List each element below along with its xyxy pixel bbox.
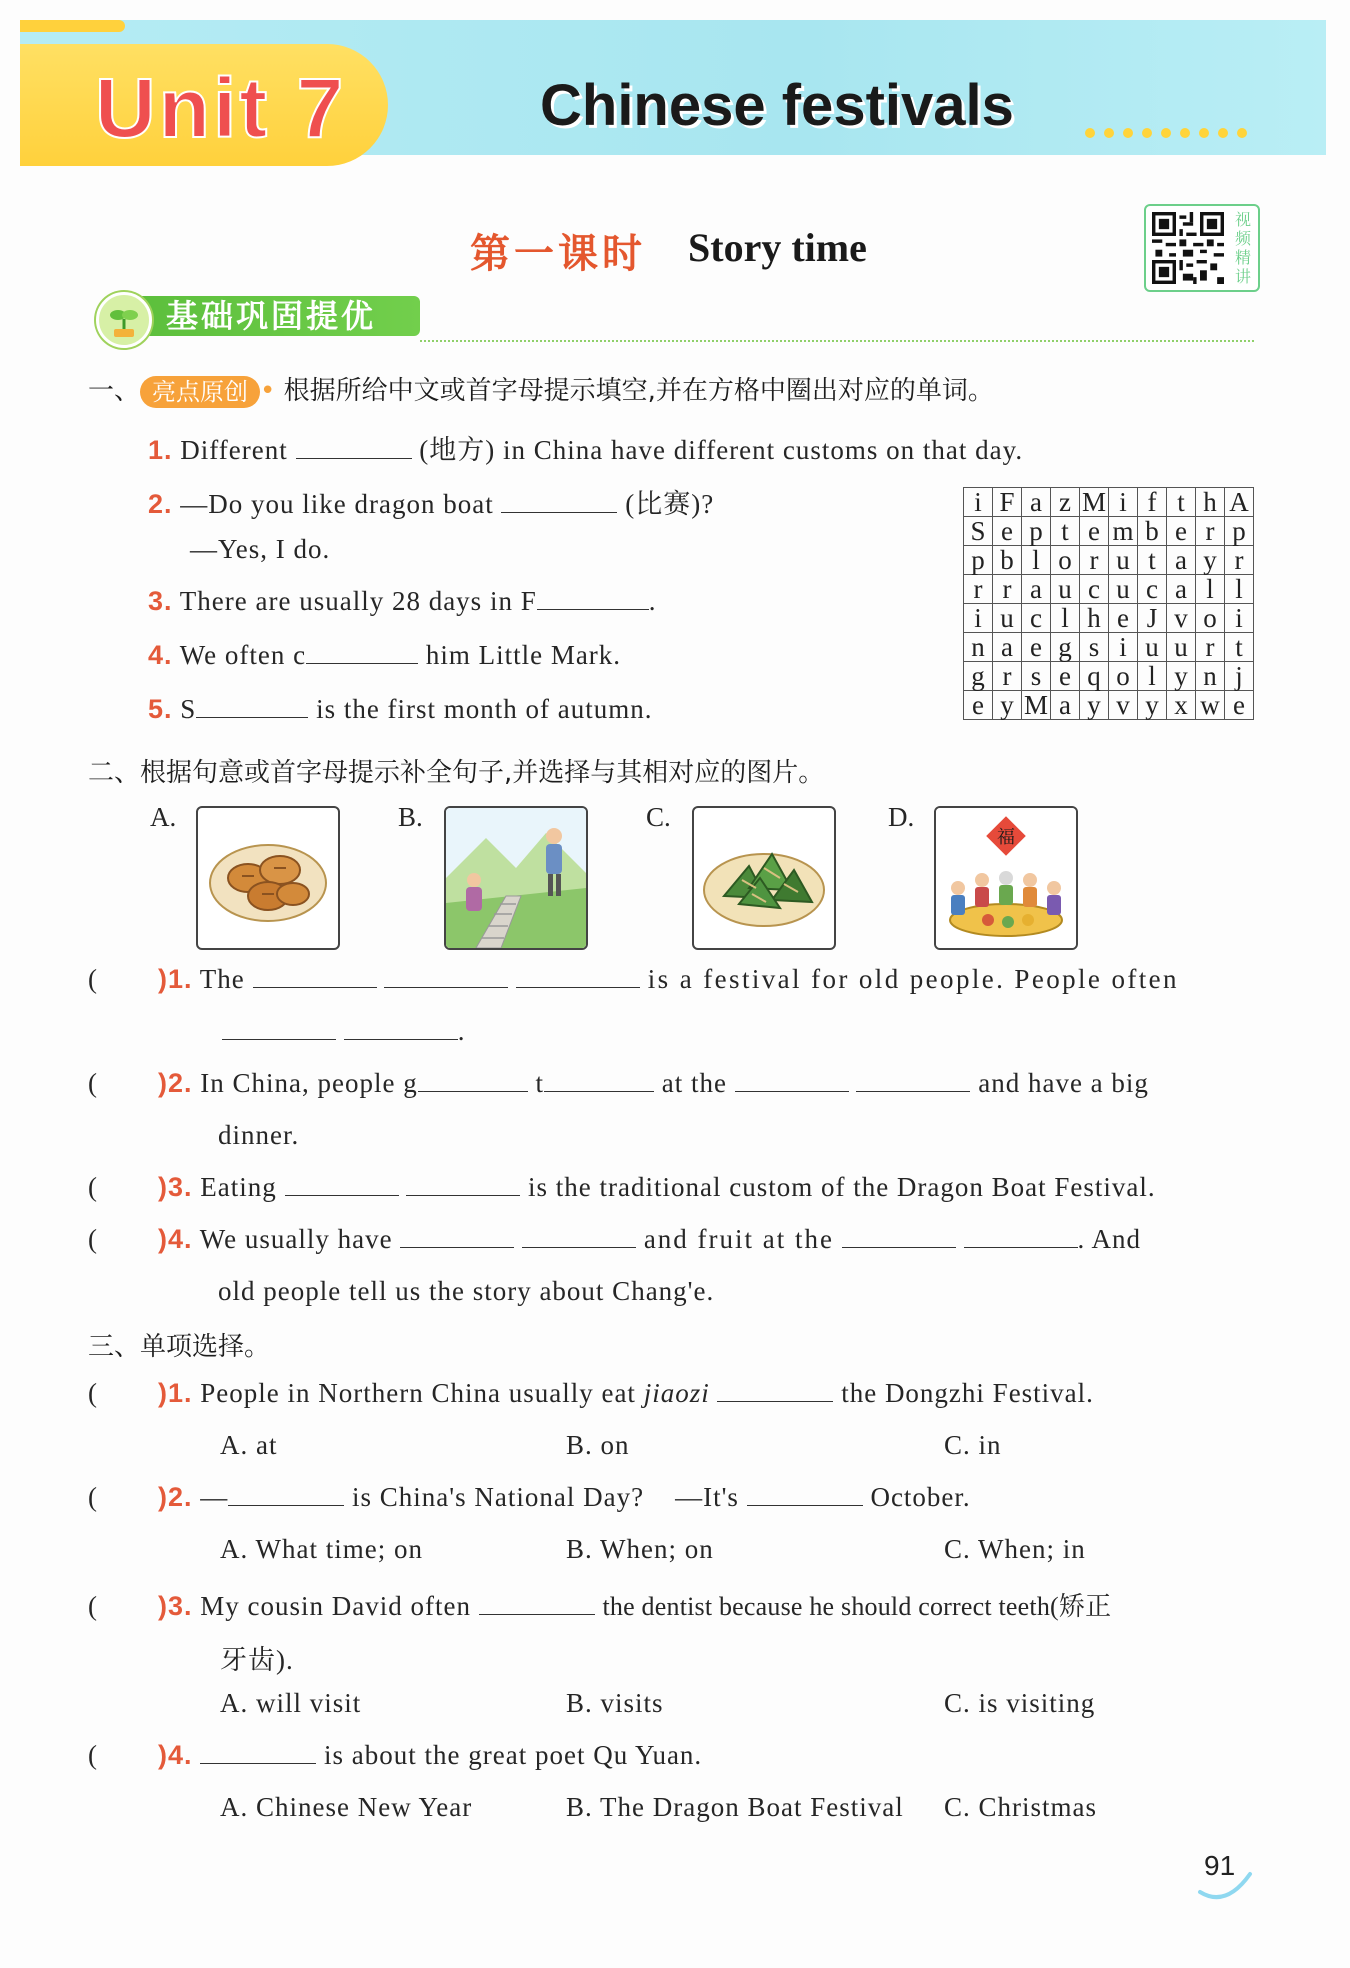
grid-cell[interactable]: s bbox=[1080, 633, 1109, 662]
grid-cell[interactable]: o bbox=[1109, 662, 1138, 691]
s1-question-5: 5. S is the first month of autumn. bbox=[148, 694, 653, 724]
grid-cell[interactable]: a bbox=[1167, 546, 1196, 575]
grid-cell[interactable]: M bbox=[1080, 488, 1109, 517]
grid-cell[interactable]: y bbox=[1167, 662, 1196, 691]
grid-cell[interactable]: i bbox=[1109, 488, 1138, 517]
s3-question-3-cont: 牙齿). bbox=[220, 1645, 294, 1675]
grid-cell[interactable]: p bbox=[964, 546, 993, 575]
answer-blank[interactable] bbox=[501, 490, 617, 513]
s3-question-1: ( )1. People in Northern China usually eat jiaozi the Dongzhi Festival. bbox=[88, 1378, 1094, 1408]
grid-cell[interactable]: a bbox=[1051, 691, 1080, 720]
grid-cell[interactable]: l bbox=[1051, 604, 1080, 633]
answer-blank[interactable] bbox=[735, 1069, 849, 1092]
s2-question-3: ( )3. Eating is the traditional custom of the Dragon Boat Festival. bbox=[88, 1172, 1156, 1202]
answer-blank[interactable] bbox=[253, 965, 377, 988]
grid-cell[interactable]: v bbox=[1109, 691, 1138, 720]
grid-cell[interactable]: r bbox=[964, 575, 993, 604]
grid-cell[interactable]: o bbox=[1196, 604, 1225, 633]
grid-cell[interactable]: t bbox=[1167, 488, 1196, 517]
grid-cell[interactable]: i bbox=[1225, 604, 1254, 633]
grid-cell[interactable]: r bbox=[1225, 546, 1254, 575]
grid-row bbox=[964, 633, 1254, 662]
grid-cell[interactable]: u bbox=[1051, 575, 1080, 604]
s2-question-1: ( )1. The is a festival for old people. People often bbox=[88, 964, 1179, 994]
s2-question-4: ( )4. We usually have and fruit at the . And bbox=[88, 1224, 1142, 1254]
qr-code[interactable] bbox=[1144, 204, 1260, 292]
s3-q3-option-a[interactable]: A. will visit bbox=[220, 1688, 362, 1718]
family-dinner-icon bbox=[934, 806, 1078, 950]
grid-cell[interactable]: t bbox=[1225, 633, 1254, 662]
section3-instruction: 三、单项选择。 bbox=[88, 1332, 271, 1362]
grid-row bbox=[964, 604, 1254, 633]
s2-question-2-cont: dinner. bbox=[218, 1120, 300, 1150]
grid-cell[interactable]: c bbox=[1080, 575, 1109, 604]
answer-blank[interactable] bbox=[222, 1017, 336, 1040]
s3-q1-option-a[interactable]: A. at bbox=[220, 1430, 278, 1460]
unit-label: Unit 7 bbox=[95, 61, 347, 155]
answer-blank[interactable] bbox=[717, 1379, 833, 1402]
grid-cell[interactable]: u bbox=[1109, 546, 1138, 575]
grid-cell[interactable]: e bbox=[1022, 633, 1051, 662]
grid-cell[interactable]: S bbox=[964, 517, 993, 546]
grid-cell[interactable]: a bbox=[1022, 488, 1051, 517]
grid-cell[interactable]: q bbox=[1080, 662, 1109, 691]
grid-cell[interactable]: e bbox=[964, 691, 993, 720]
s2-question-2: ( )2. In China, people g t at the and have a big bbox=[88, 1068, 1149, 1098]
qr-code-icon bbox=[1152, 212, 1224, 284]
hill-climbing-icon bbox=[444, 806, 588, 950]
s3-question-3: ( )3. My cousin David often the dentist because he should correct teeth(矫正 bbox=[88, 1591, 1112, 1621]
grid-cell[interactable]: r bbox=[993, 662, 1022, 691]
answer-blank[interactable] bbox=[842, 1225, 956, 1248]
grid-cell[interactable]: t bbox=[1138, 546, 1167, 575]
s3-q1-option-c[interactable]: C. in bbox=[944, 1430, 1002, 1460]
grid-cell[interactable]: c bbox=[1022, 604, 1051, 633]
grid-cell[interactable]: i bbox=[964, 488, 993, 517]
picture-label-b: B. bbox=[398, 802, 423, 832]
grid-cell[interactable]: u bbox=[1167, 633, 1196, 662]
grid-cell[interactable]: x bbox=[1167, 691, 1196, 720]
s3-q3-option-b[interactable]: B. visits bbox=[566, 1688, 664, 1718]
svg-text:福: 福 bbox=[997, 827, 1015, 848]
grid-cell[interactable]: o bbox=[1051, 546, 1080, 575]
answer-blank[interactable] bbox=[856, 1069, 970, 1092]
grid-cell[interactable]: u bbox=[1109, 575, 1138, 604]
s3-q4-option-a[interactable]: A. Chinese New Year bbox=[220, 1792, 473, 1822]
grid-cell[interactable]: i bbox=[964, 604, 993, 633]
grid-cell[interactable]: a bbox=[993, 633, 1022, 662]
page-swoosh-icon bbox=[1196, 1868, 1256, 1902]
section-banner bbox=[96, 292, 420, 338]
grid-cell[interactable]: M bbox=[1022, 691, 1051, 720]
answer-blank[interactable] bbox=[418, 1069, 528, 1092]
s3-q2-option-a[interactable]: A. What time; on bbox=[220, 1534, 423, 1564]
grid-cell[interactable]: m bbox=[1109, 517, 1138, 546]
s3-q1-option-b[interactable]: B. on bbox=[566, 1430, 630, 1460]
grid-cell[interactable]: z bbox=[1051, 488, 1080, 517]
grid-row bbox=[964, 575, 1254, 604]
grid-row bbox=[964, 546, 1254, 575]
zongzi-icon bbox=[692, 806, 836, 950]
picture-label-d: D. bbox=[888, 802, 915, 832]
answer-blank[interactable] bbox=[544, 1069, 654, 1092]
answer-blank[interactable] bbox=[384, 965, 508, 988]
grid-row bbox=[964, 488, 1254, 517]
s1-question-3: 3. There are usually 28 days in F . bbox=[148, 586, 657, 616]
grid-cell[interactable]: e bbox=[1080, 517, 1109, 546]
grid-cell[interactable]: y bbox=[993, 691, 1022, 720]
page-number: 91 bbox=[1204, 1850, 1236, 1881]
s3-q3-option-c[interactable]: C. is visiting bbox=[944, 1688, 1096, 1718]
answer-blank[interactable] bbox=[522, 1225, 636, 1248]
grid-cell[interactable]: u bbox=[1138, 633, 1167, 662]
grid-cell[interactable]: g bbox=[1051, 633, 1080, 662]
word-search-grid bbox=[963, 487, 1254, 720]
s2-question-4-cont: old people tell us the story about Chang'e. bbox=[218, 1276, 715, 1306]
answer-blank[interactable] bbox=[400, 1225, 514, 1248]
grid-cell[interactable]: t bbox=[1051, 517, 1080, 546]
grid-cell[interactable]: p bbox=[1225, 517, 1254, 546]
grid-cell[interactable]: f bbox=[1138, 488, 1167, 517]
grid-cell[interactable]: r bbox=[1196, 633, 1225, 662]
grid-cell[interactable]: l bbox=[1225, 575, 1254, 604]
grid-cell[interactable]: v bbox=[1167, 604, 1196, 633]
grid-cell[interactable]: l bbox=[1196, 575, 1225, 604]
lesson-title-cn: 第一课时 bbox=[470, 231, 646, 276]
grid-cell[interactable]: h bbox=[1196, 488, 1225, 517]
decorative-dots bbox=[1085, 128, 1247, 138]
s1-question-2: 2. —Do you like dragon boat (比赛)? bbox=[148, 489, 715, 519]
answer-blank[interactable] bbox=[306, 641, 418, 664]
grid-cell[interactable]: y bbox=[1196, 546, 1225, 575]
grid-cell[interactable]: e bbox=[993, 517, 1022, 546]
grid-cell[interactable]: r bbox=[1196, 517, 1225, 546]
s3-q4-option-b[interactable]: B. The Dragon Boat Festival bbox=[566, 1792, 904, 1822]
grid-row bbox=[964, 517, 1254, 546]
chapter-title: Chinese festivals bbox=[540, 73, 1014, 138]
picture-label-a: A. bbox=[150, 802, 177, 832]
grid-cell[interactable]: h bbox=[1080, 604, 1109, 633]
grid-row bbox=[964, 662, 1254, 691]
answer-blank[interactable] bbox=[516, 965, 640, 988]
s3-q2-option-b[interactable]: B. When; on bbox=[566, 1534, 714, 1564]
banner-label: 基础巩固提优 bbox=[166, 297, 377, 335]
picture-label-c: C. bbox=[646, 802, 671, 832]
grid-cell[interactable]: r bbox=[1080, 546, 1109, 575]
grid-cell[interactable]: F bbox=[993, 488, 1022, 517]
grid-row bbox=[964, 691, 1254, 720]
s3-question-2: ( )2. — is China's National Day? —It's October. bbox=[88, 1482, 971, 1512]
grid-cell[interactable]: g bbox=[964, 662, 993, 691]
s3-q2-option-c[interactable]: C. When; in bbox=[944, 1534, 1086, 1564]
grid-cell[interactable]: b bbox=[993, 546, 1022, 575]
grid-cell[interactable]: r bbox=[993, 575, 1022, 604]
grid-cell[interactable]: b bbox=[1138, 517, 1167, 546]
answer-blank[interactable] bbox=[747, 1483, 863, 1506]
grid-cell[interactable]: j bbox=[1225, 662, 1254, 691]
grid-cell[interactable]: y bbox=[1138, 691, 1167, 720]
grid-cell[interactable]: a bbox=[1022, 575, 1051, 604]
section2-instruction: 二、根据句意或首字母提示补全句子,并选择与其相对应的图片。 bbox=[88, 758, 825, 788]
qr-side-label: 视 频 精 讲 bbox=[1234, 210, 1251, 286]
grid-cell[interactable]: e bbox=[1225, 691, 1254, 720]
grid-cell[interactable]: c bbox=[1138, 575, 1167, 604]
answer-blank[interactable] bbox=[228, 1483, 344, 1506]
lesson-title-en: Story time bbox=[688, 225, 867, 270]
answer-blank[interactable] bbox=[200, 1741, 316, 1764]
sprout-icon bbox=[96, 292, 152, 348]
grid-cell[interactable]: w bbox=[1196, 691, 1225, 720]
answer-blank[interactable] bbox=[537, 587, 649, 610]
s3-q4-option-c[interactable]: C. Christmas bbox=[944, 1792, 1098, 1822]
grid-cell[interactable]: e bbox=[1051, 662, 1080, 691]
grid-cell[interactable]: n bbox=[964, 633, 993, 662]
section1-instruction: 一、 亮点原创 • 根据所给中文或首字母提示填空,并在方格中圈出对应的单词。 bbox=[88, 376, 994, 406]
grid-cell[interactable]: s bbox=[1022, 662, 1051, 691]
grid-cell[interactable]: p bbox=[1022, 517, 1051, 546]
grid-cell[interactable]: a bbox=[1167, 575, 1196, 604]
grid-cell[interactable]: e bbox=[1167, 517, 1196, 546]
grid-cell[interactable]: l bbox=[1022, 546, 1051, 575]
grid-cell[interactable]: i bbox=[1109, 633, 1138, 662]
answer-blank[interactable] bbox=[285, 1173, 399, 1196]
mooncakes-icon bbox=[196, 806, 340, 950]
answer-blank[interactable] bbox=[196, 695, 308, 718]
answer-blank[interactable] bbox=[964, 1225, 1078, 1248]
highlight-tag: 亮点原创 bbox=[140, 376, 260, 408]
s1-question-2-answer: —Yes, I do. bbox=[190, 534, 331, 564]
grid-cell[interactable]: u bbox=[993, 604, 1022, 633]
grid-cell[interactable]: A bbox=[1225, 488, 1254, 517]
answer-blank[interactable] bbox=[406, 1173, 520, 1196]
answer-blank[interactable] bbox=[479, 1592, 595, 1615]
s3-question-4: ( )4. is about the great poet Qu Yuan. bbox=[88, 1740, 703, 1770]
grid-cell[interactable]: J bbox=[1138, 604, 1167, 633]
grid-cell[interactable]: l bbox=[1138, 662, 1167, 691]
grid-cell[interactable]: e bbox=[1109, 604, 1138, 633]
answer-blank[interactable] bbox=[344, 1017, 458, 1040]
s2-question-1-cont: . bbox=[222, 1016, 466, 1047]
s1-question-4: 4. We often c him Little Mark. bbox=[148, 640, 622, 670]
answer-blank[interactable] bbox=[296, 436, 412, 459]
header-unit-tab bbox=[20, 20, 125, 32]
grid-cell[interactable]: n bbox=[1196, 662, 1225, 691]
s1-question-1: 1. Different (地方) in China have different customs on that day. bbox=[148, 435, 1024, 465]
grid-cell[interactable]: y bbox=[1080, 691, 1109, 720]
divider bbox=[420, 340, 1254, 342]
